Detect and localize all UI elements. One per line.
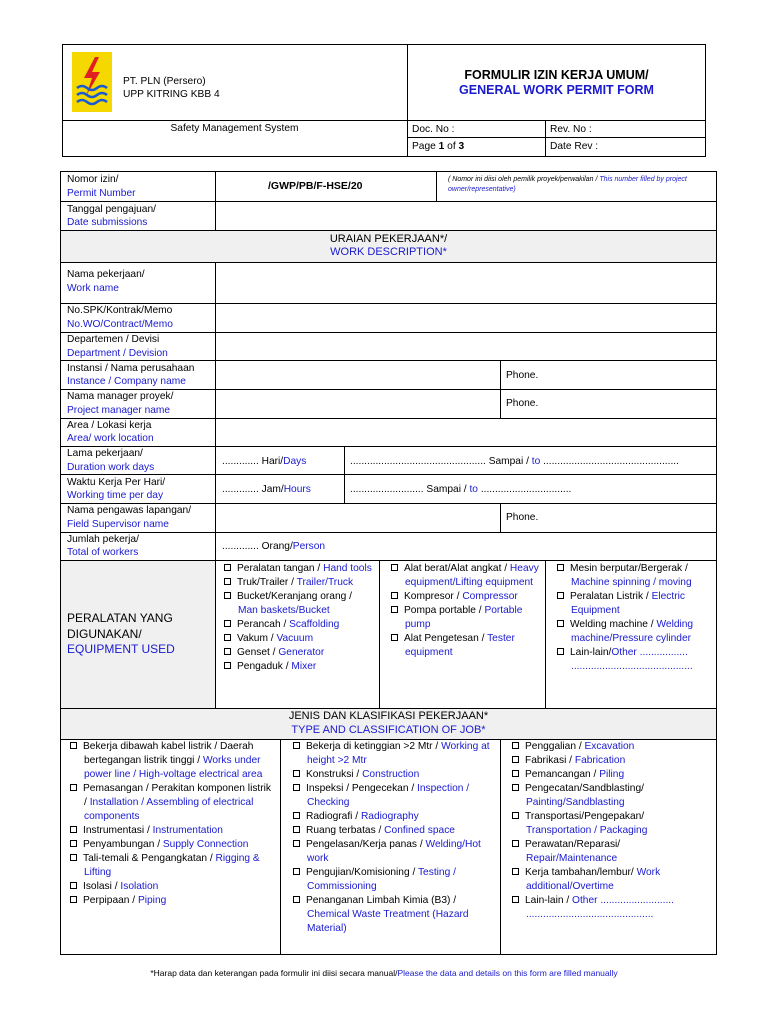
spk-label-en: No.WO/Contract/Memo [67, 319, 173, 330]
supervisor-label-id: Nama pengawas lapangan/ [67, 505, 192, 516]
job-type-item[interactable]: Penyambungan / Supply Connection [70, 838, 276, 852]
job-type-col-1 [70, 740, 276, 908]
equipment-item[interactable]: Alat berat/Alat angkat / Heavy equipment/Lifting equipment [391, 562, 541, 590]
equipment-item[interactable]: Mesin berputar/Bergerak / Machine spinning / moving [557, 562, 713, 590]
area-label-id: Area / Lokasi kerja [67, 420, 152, 431]
job-type-item[interactable]: Inspeksi / Pengecekan / Inspection / Checking [293, 782, 496, 810]
equipment-item[interactable]: Peralatan Listrik / Electric Equipment [557, 590, 713, 618]
date-submission-label-en: Date submissions [67, 217, 148, 228]
job-type-col-3 [512, 740, 712, 922]
job-type-item[interactable]: Penanganan Limbah Kimia (B3) / Chemical Waste Treatment (Hazard Material) [293, 894, 496, 936]
date-submission-label-id: Tanggal pengajuan/ [67, 204, 156, 215]
job-type-item[interactable]: Perawatan/Reparasi/ Repair/Maintenance [512, 838, 712, 866]
spk-label-id: No.SPK/Kontrak/Memo [67, 305, 173, 316]
job-type-col-2 [293, 740, 496, 936]
job-type-item[interactable]: Ruang terbatas / Confined space [293, 824, 496, 838]
doc-no: Doc. No : [412, 124, 455, 135]
job-type-item[interactable]: Pengujian/Komisioning / Testing / Commissioning [293, 866, 496, 894]
job-type-title-en: TYPE AND CLASSIFICATION OF JOB* [291, 724, 486, 736]
company-label-en: Instance / Company name [67, 376, 186, 387]
job-type-item[interactable]: Perpipaan / Piping [70, 894, 276, 908]
job-type-item[interactable]: Instrumentasi / Instrumentation [70, 824, 276, 838]
job-type-item[interactable]: Tali-temali & Pengangkatan / Rigging & Lifting [70, 852, 276, 880]
permit-number-label-en: Permit Number [67, 188, 136, 199]
equipment-item[interactable]: Genset / Generator [224, 646, 374, 660]
equipment-item[interactable]: Peralatan tangan / Hand tools [224, 562, 374, 576]
form-title-en: GENERAL WORK PERMIT FORM [459, 83, 654, 97]
equipment-label-id-2: DIGUNAKAN/ [67, 627, 142, 641]
manager-phone-label: Phone. [506, 398, 539, 409]
hours-field[interactable]: ............. Jam/Hours [222, 484, 311, 495]
hours-until-field[interactable]: .......................... Sampai / to ................................ [350, 484, 572, 495]
department-label-en: Department / Devision [67, 348, 168, 359]
working-time-label-en: Working time per day [67, 490, 164, 501]
job-type-item[interactable]: Bekerja dibawah kabel listrik / Daerah bertegangan listrik tinggi / Works under power line / High-voltage electrical area [70, 740, 276, 782]
equipment-item[interactable]: Pompa portable / Portable pump [391, 604, 541, 632]
duration-label-en: Duration work days [67, 462, 155, 473]
days-field[interactable]: ............. Hari/Days [222, 456, 307, 467]
manager-label-en: Project manager name [67, 405, 171, 416]
department-label-id: Departemen / Devisi [67, 334, 160, 345]
duration-label-id: Lama pekerjaan/ [67, 448, 143, 459]
equipment-item[interactable]: Kompresor / Compressor [391, 590, 541, 604]
supervisor-label-en: Field Supervisor name [67, 519, 169, 530]
company-name: PT. PLN (Persero) [123, 76, 206, 87]
permit-number-label-id: Nomor izin/ [67, 174, 119, 185]
equipment-label-en: EQUIPMENT USED [67, 642, 175, 656]
footer-note: *Harap data dan keterangan pada formulir ini diisi secara manual/Please the data and details on this form are filled manually [150, 968, 618, 978]
equipment-item[interactable]: Lain-lain/Other ................. ........................................... [557, 646, 713, 674]
days-until-field[interactable]: ................................................ Sampai / to ................................................ [350, 456, 679, 467]
job-type-item[interactable]: Pemancangan / Piling [512, 768, 712, 782]
company-label-id: Instansi / Nama perusahaan [67, 363, 195, 374]
equipment-item[interactable]: Welding machine / Welding machine/Pressure cylinder [557, 618, 713, 646]
equipment-item[interactable]: Pengaduk / Mixer [224, 660, 374, 674]
page-number: Page 1 of 3 [412, 141, 465, 152]
job-type-item[interactable]: Isolasi / Isolation [70, 880, 276, 894]
working-time-label-id: Waktu Kerja Per Hari/ [67, 477, 166, 488]
job-type-item[interactable]: Transportasi/Pengepakan/ Transportation / Packaging [512, 810, 712, 838]
job-type-item[interactable]: Fabrikasi / Fabrication [512, 754, 712, 768]
rev-no: Rev. No : [550, 124, 592, 135]
job-type-item[interactable]: Radiografi / Radiography [293, 810, 496, 824]
equipment-col-1 [224, 562, 374, 674]
work-name-label-en: Work name [67, 283, 119, 294]
job-type-item[interactable]: Lain-lain / Other .......................... ............................................. [512, 894, 712, 922]
area-label-en: Area/ work location [67, 433, 154, 444]
equipment-col-2 [391, 562, 541, 660]
workers-label-id: Jumlah pekerja/ [67, 534, 139, 545]
work-description-title-id: URAIAN PEKERJAAN*/ [329, 233, 448, 245]
job-type-item[interactable]: Konstruksi / Construction [293, 768, 496, 782]
job-type-title-id: JENIS DAN KLASIFIKASI PEKERJAAN* [288, 710, 489, 722]
job-type-item[interactable]: Bekerja di ketinggian >2 Mtr / Working at height >2 Mtr [293, 740, 496, 768]
job-type-item[interactable]: Kerja tambahan/lembur/ Work additional/Overtime [512, 866, 712, 894]
company-phone-label: Phone. [506, 370, 539, 381]
workers-label-en: Total of workers [67, 547, 139, 558]
manager-label-id: Nama manager proyek/ [67, 391, 174, 402]
equipment-item[interactable]: Vakum / Vacuum [224, 632, 374, 646]
work-description-title-en: WORK DESCRIPTION* [330, 246, 447, 258]
job-type-item[interactable]: Pemasangan / Perakitan komponen listrik / Installation / Assembling of electrical components [70, 782, 276, 824]
job-type-item[interactable]: Pengecatan/Sandblasting/ Painting/Sandblasting [512, 782, 712, 810]
workers-field[interactable]: ............. Orang/Person [222, 541, 326, 552]
work-name-label-id: Nama pekerjaan/ [67, 269, 145, 280]
equipment-item[interactable]: Alat Pengetesan / Tester equipment [391, 632, 541, 660]
supervisor-phone-label: Phone. [506, 512, 539, 523]
equipment-item[interactable]: Perancah / Scaffolding [224, 618, 374, 632]
sms-label: Safety Management System [170, 123, 299, 134]
form-title-id: FORMULIR IZIN KERJA UMUM/ [464, 68, 649, 82]
job-type-item[interactable]: Pengelasan/Kerja panas / Welding/Hot work [293, 838, 496, 866]
job-type-item[interactable]: Penggalian / Excavation [512, 740, 712, 754]
date-rev: Date Rev : [550, 141, 599, 152]
equipment-col-3 [557, 562, 713, 674]
equipment-item[interactable]: Truk/Trailer / Trailer/Truck [224, 576, 374, 590]
permit-code[interactable]: /GWP/PB/F-HSE/20 [268, 180, 363, 192]
permit-note: ( Nomor ini diisi oleh pemilik proyek/perwakilan / This number filled by project owner/representative) [448, 176, 687, 193]
company-unit: UPP KITRING KBB 4 [123, 89, 220, 100]
pln-logo [72, 52, 112, 112]
equipment-label-id-1: PERALATAN YANG [67, 611, 173, 625]
equipment-item[interactable]: Bucket/Keranjang orang / Man baskets/Bucket [224, 590, 374, 618]
